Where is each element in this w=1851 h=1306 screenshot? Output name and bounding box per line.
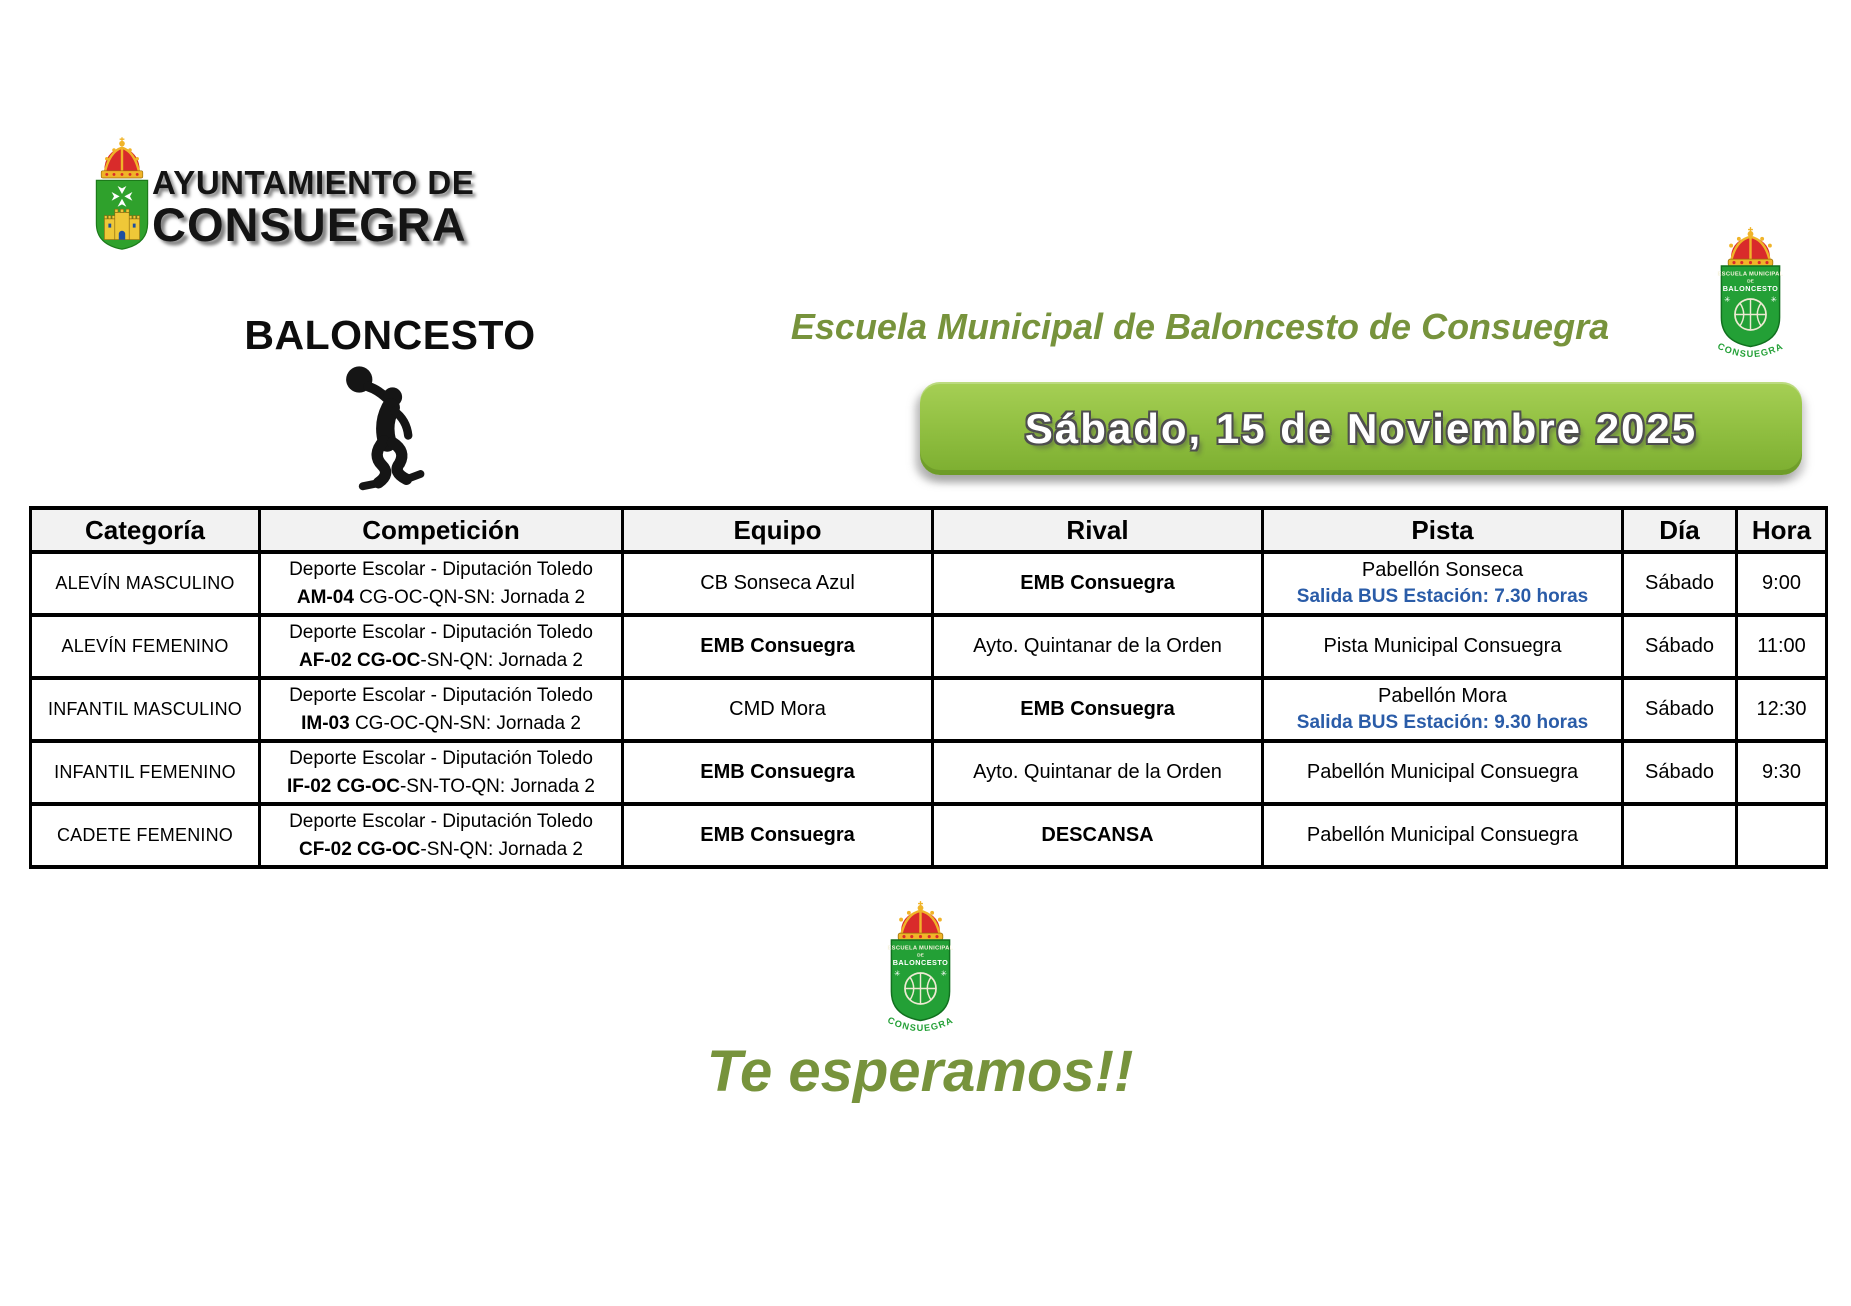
cell-categoria: INFANTIL MASCULINO [31, 678, 260, 741]
cell-dia [1623, 804, 1737, 867]
cell-dia: Sábado [1623, 678, 1737, 741]
pista-line1: Pabellón Municipal Consuegra [1306, 761, 1579, 784]
competition-code-rest: -SN-QN: Jornada 2 [420, 649, 584, 671]
pista-line1: Pabellón Mora [1378, 685, 1507, 708]
cell-hora: 9:30 [1737, 741, 1827, 804]
competition-line2 [267, 647, 615, 675]
col-header-dia: Día [1623, 508, 1737, 552]
table-header-row [31, 508, 1827, 552]
cell-competicion [260, 552, 623, 615]
cell-competicion [260, 615, 623, 678]
competition-code-rest: -SN-TO-QN: Jornada 2 [399, 775, 595, 797]
cell-rival: DESCANSA [933, 804, 1263, 867]
competition-line1: Deporte Escolar - Diputación Toledo [289, 748, 593, 770]
competition-code-rest: -SN-QN: Jornada 2 [420, 838, 584, 860]
table-row [31, 552, 1827, 615]
pista-line1: Pabellón Municipal Consuegra [1306, 824, 1579, 847]
footer-message: Te esperamos!! [706, 1039, 1134, 1104]
cell-competicion [260, 804, 623, 867]
ayuntamiento-crest-icon [82, 132, 162, 272]
ayuntamiento-wordmark [152, 166, 474, 249]
cell-rival: EMB Consuegra [933, 552, 1263, 615]
competition-line1: Deporte Escolar - Diputación Toledo [289, 622, 593, 644]
date-banner [920, 382, 1802, 475]
col-header-equipo: Equipo [623, 508, 933, 552]
cell-dia: Sábado [1623, 552, 1737, 615]
cell-pista [1263, 741, 1623, 804]
table-row [31, 615, 1827, 678]
table-row [31, 804, 1827, 867]
cell-competicion [260, 678, 623, 741]
competition-code: IF-02 CG-OC [287, 775, 400, 797]
cell-equipo: EMB Consuegra [623, 804, 933, 867]
cell-hora: 11:00 [1737, 615, 1827, 678]
cell-categoria: INFANTIL FEMENINO [31, 741, 260, 804]
col-header-rival: Rival [933, 508, 1263, 552]
emb-crest-icon [872, 898, 969, 1044]
competition-line2 [267, 836, 615, 864]
cell-rival: Ayto. Quintanar de la Orden [933, 615, 1263, 678]
cell-hora: 12:30 [1737, 678, 1827, 741]
col-header-categoria: Categoría [31, 508, 260, 552]
cell-competicion [260, 741, 623, 804]
table-row [31, 741, 1827, 804]
section-title: BALONCESTO [244, 312, 536, 358]
school-title: Escuela Municipal de Baloncesto de Consuegra [790, 306, 1610, 347]
col-header-pista: Pista [1263, 508, 1623, 552]
competition-line1: Deporte Escolar - Diputación Toledo [289, 685, 593, 707]
cell-equipo: CMD Mora [623, 678, 933, 741]
competition-line1: Deporte Escolar - Diputación Toledo [289, 811, 593, 833]
competition-code-rest: CG-OC-QN-SN: Jornada 2 [353, 586, 586, 608]
cell-hora [1737, 804, 1827, 867]
cell-categoria: CADETE FEMENINO [31, 804, 260, 867]
cell-hora: 9:00 [1737, 552, 1827, 615]
ayuntamiento-line1: AYUNTAMIENTO DE [152, 164, 475, 201]
competition-code: IM-03 [301, 712, 350, 734]
emb-crest-icon [1702, 224, 1799, 370]
competition-code: AF-02 CG-OC [298, 649, 421, 671]
cell-categoria: ALEVÍN MASCULINO [31, 552, 260, 615]
cell-pista [1263, 678, 1623, 741]
schedule-table [29, 506, 1828, 869]
cell-pista [1263, 804, 1623, 867]
cell-rival: Ayto. Quintanar de la Orden [933, 741, 1263, 804]
date-banner-text: Sábado, 15 de Noviembre 2025 [1024, 405, 1698, 452]
cell-pista [1263, 615, 1623, 678]
bus-note: Salida BUS Estación: 7.30 horas [1296, 586, 1589, 608]
cell-dia: Sábado [1623, 741, 1737, 804]
bus-note: Salida BUS Estación: 9.30 horas [1296, 712, 1589, 734]
competition-code-rest: CG-OC-QN-SN: Jornada 2 [349, 712, 581, 734]
ayuntamiento-line2: CONSUEGRA [152, 197, 467, 251]
competition-line2 [267, 773, 615, 801]
cell-equipo: EMB Consuegra [623, 615, 933, 678]
pista-line1: Pista Municipal Consuegra [1323, 635, 1562, 658]
pista-line1: Pabellón Sonseca [1361, 559, 1524, 582]
competition-code: CF-02 CG-OC [298, 838, 421, 860]
cell-rival: EMB Consuegra [933, 678, 1263, 741]
competition-line2 [267, 710, 615, 738]
cell-equipo: CB Sonseca Azul [623, 552, 933, 615]
competition-line2 [267, 584, 615, 612]
cell-dia: Sábado [1623, 615, 1737, 678]
competition-code: AM-04 [296, 586, 354, 608]
col-header-hora: Hora [1737, 508, 1827, 552]
competition-line1: Deporte Escolar - Diputación Toledo [289, 559, 593, 580]
table-row [31, 678, 1827, 741]
cell-equipo: EMB Consuegra [623, 741, 933, 804]
basketball-player-icon [333, 362, 445, 502]
col-header-competicion: Competición [260, 508, 623, 552]
cell-categoria: ALEVÍN FEMENINO [31, 615, 260, 678]
cell-pista [1263, 552, 1623, 615]
